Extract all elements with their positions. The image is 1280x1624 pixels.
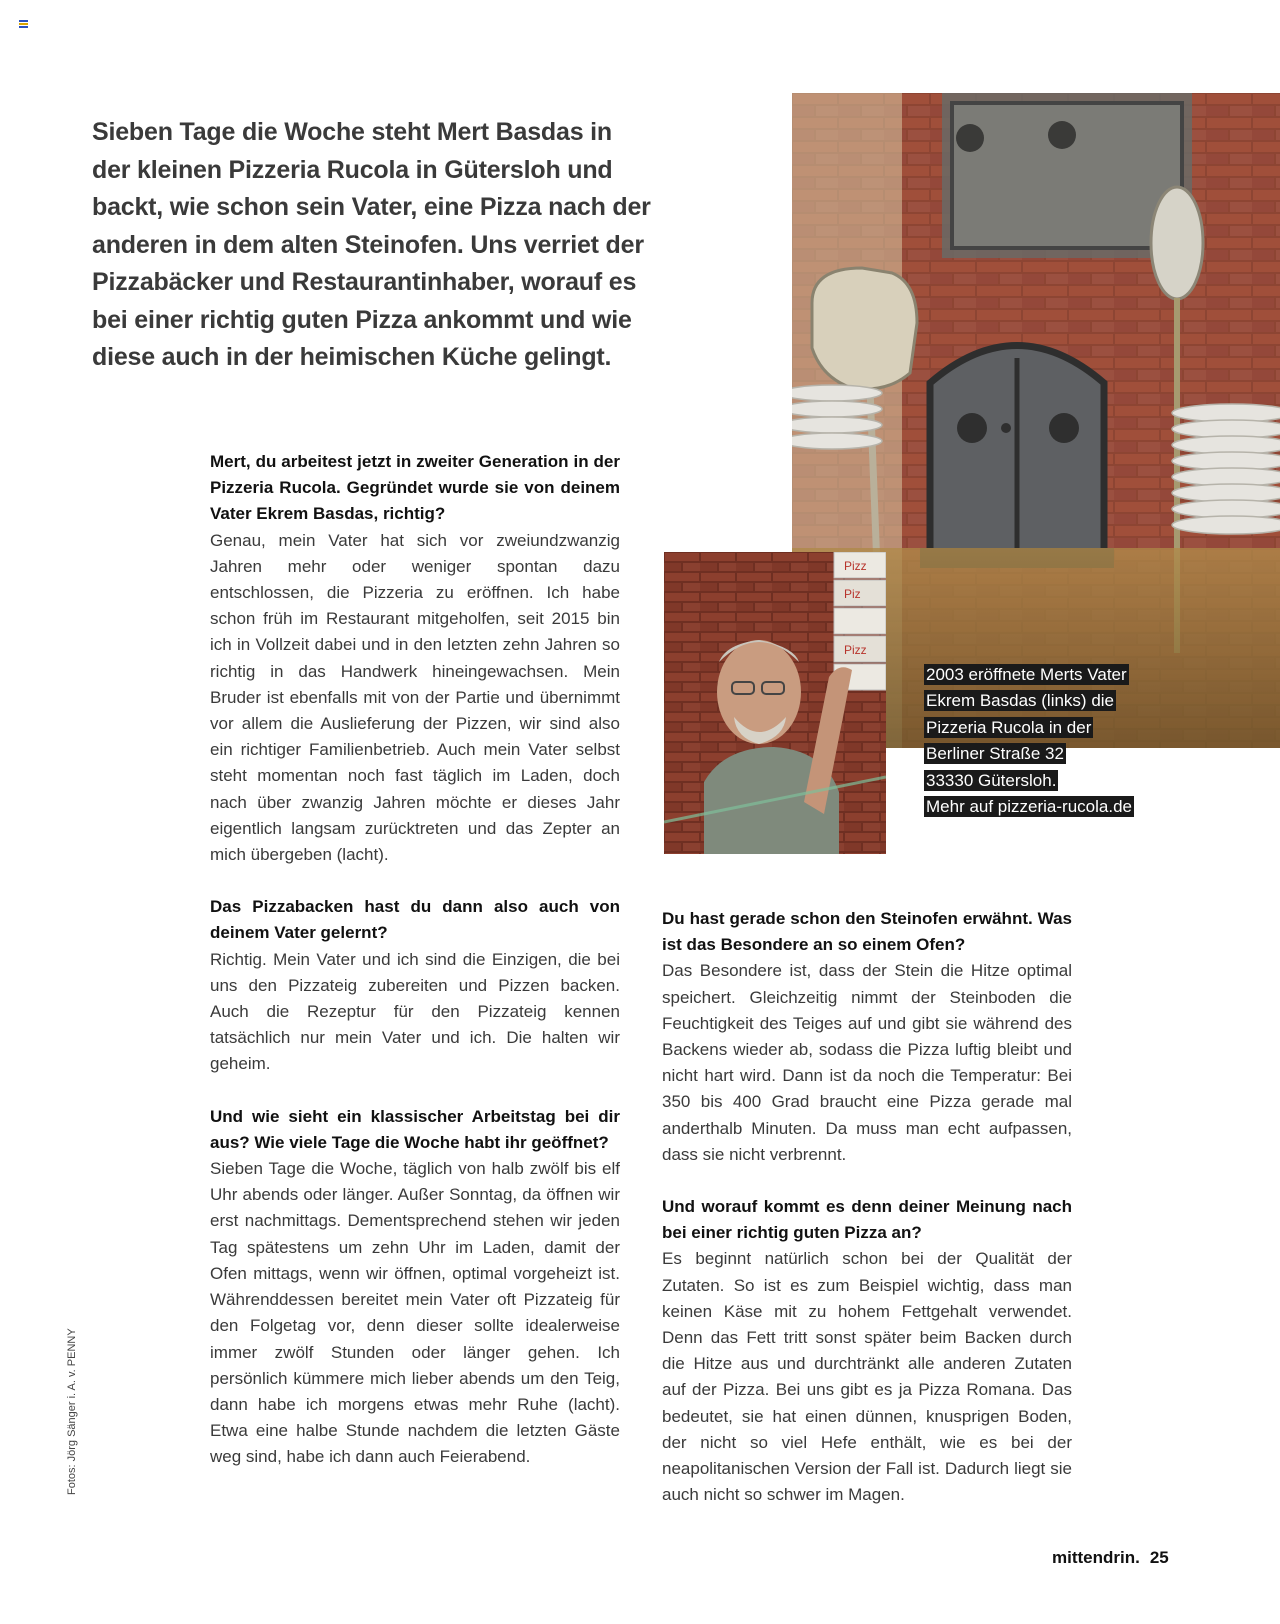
interview-answer: Richtig. Mein Vater und ich sind die Einzigen, die bei uns den Pizzateig zubereiten und Pizzen backen. Auch die Rezeptur für den Pizzateig kennen tatsächlich nur mein Vater und ich. Die halten wir geheim. bbox=[210, 949, 620, 1074]
interview-question: Mert, du arbeitest jetzt in zweiter Generation in der Pizzeria Rucola. Gegründet wurde sie von deinem Vater Ekrem Basdas, richtig? bbox=[210, 452, 620, 524]
interview-answer: Es beginnt natürlich schon bei der Qualität der Zutaten. So ist es zum Beispiel wichtig, dass man keinen Käse mit zu hohem Fettgehalt verwendet. Denn das Fett tritt sonst später beim Backen durch die Hitze aus und durchtränkt alle anderen Zutaten auf der Pizza. Bei uns gibt es ja Pizza Romana. Das bedeutet, sie hat einen dünnen, knusprigen Boden, der nicht so viel Hefe enthält, wie es bei der neapolitanischen Version der Fall ist. Dadurch liegt sie auch nicht so schwer im Magen. bbox=[662, 1249, 1072, 1505]
photo-caption bbox=[924, 662, 1174, 820]
magazine-name: mittendrin. bbox=[1052, 1548, 1140, 1567]
qa-block bbox=[210, 894, 620, 1077]
qa-block bbox=[210, 1104, 620, 1471]
qa-block bbox=[210, 449, 620, 868]
interview-answer: Sieben Tage die Woche, täglich von halb zwölf bis elf Uhr abends oder länger. Außer Sonntag, da öffnen wir erst nachmittags. Dementsprechend stehen wir jeden Tag spätestens um zehn Uhr im Laden, damit der Ofen mittags, wenn wir öffnen, optimal vorgeheizt ist. Währenddessen bereitet mein Vater oft Pizzateig für den Folgetag vor, denn dieser sollte idealerweise immer zwölf Stunden oder länger gehen. Ich persönlich kümmere mich lieber abends um den Teig, dann habe ich morgens etwas mehr Ruhe (lacht). Etwa eine halbe Stunde nachdem die letzten Gäste weg sind, habe ich dann auch Feierabend. bbox=[210, 1159, 620, 1467]
caption-line: 2003 eröffnete Merts Vater bbox=[926, 665, 1127, 684]
qa-block bbox=[662, 906, 1072, 1168]
interview-question: Du hast gerade schon den Steinofen erwähnt. Was ist das Besondere an so einem Ofen? bbox=[662, 909, 1072, 955]
page-number: 25 bbox=[1149, 1548, 1169, 1567]
interview-question: Das Pizzabacken hast du dann also auch von deinem Vater gelernt? bbox=[210, 897, 620, 943]
qa-block bbox=[662, 1194, 1072, 1508]
interview-question: Und worauf kommt es denn deiner Meinung nach bei einer richtig guten Pizza an? bbox=[662, 1197, 1072, 1243]
box-label-mid: Piz bbox=[844, 587, 861, 601]
interview-answer: Genau, mein Vater hat sich vor zweiundzwanzig Jahren mehr oder weniger spontan dazu entschlossen, die Pizzeria zu eröffnen. Ich habe schon früh im Restaurant mitgeholfen, seit 2015 bin ich in Vollzeit dabei und in den letzten zehn Jahren so richtig in das Handwerk hineingewachsen. Mein Bruder ist ebenfalls mit von der Partie und übernimmt vor allem die Auslieferung der Pizzen, wir sind also ein richtiger Familienbetrieb. Auch mein Vater selbst steht momentan noch fast täglich im Laden, doch nach über zwanzig Jahren möchte er dieses Jahr eigentlich langsam zurücktreten und das Zepter an mich übergeben (lacht). bbox=[210, 530, 620, 865]
intro-lead: Sieben Tage die Woche steht Mert Basdas in der kleinen Pizzeria Rucola in Gütersloh und backt, wie schon sein Vater, eine Pizza nach der anderen in dem alten Steinofen. Uns verriet der Pizzabäcker und Restaurantinhaber, worauf es bei einer richtig guten Pizza ankommt und wie diese auch in der heimischen Küche gelingt. bbox=[92, 118, 651, 371]
caption-line: Pizzeria Rucola in der bbox=[926, 717, 1092, 737]
page-footer bbox=[1052, 1548, 1169, 1568]
language-flag-icon[interactable] bbox=[19, 20, 28, 28]
caption-line: Ekrem Basdas (links) die bbox=[926, 691, 1115, 711]
person-photo bbox=[664, 552, 886, 854]
interview-question: Und wie sieht ein klassischer Arbeitstag bei dir aus? Wie viele Tage die Woche habt ihr geöffnet? bbox=[210, 1106, 620, 1152]
caption-line: Berliner Straße 32 bbox=[926, 744, 1064, 764]
person-illustration bbox=[664, 552, 886, 854]
box-label-low: Pizz bbox=[844, 643, 867, 657]
interview-column-left bbox=[210, 449, 620, 1497]
box-label-top: Pizz bbox=[844, 559, 867, 573]
interview-column-right bbox=[662, 906, 1072, 1534]
interview-answer: Das Besondere ist, dass der Stein die Hitze optimal speichert. Gleichzeitig nimmt der Steinboden die Feuchtigkeit des Teiges auf und gibt sie während des Backens wieder ab, sodass die Pizza luftig bleibt und nicht hart wird. Dann ist da noch die Temperatur: Bei 350 bis 400 Grad braucht eine Pizza gerade mal anderthalb Minuten. Da muss man echt aufpassen, dass sie nicht verbrennt. bbox=[662, 961, 1072, 1164]
caption-line: 33330 Gütersloh. bbox=[926, 770, 1057, 790]
caption-link[interactable]: Mehr auf pizzeria-rucola.de bbox=[926, 797, 1132, 817]
photo-credit: Fotos: Jörg Sänger i. A. v. PENNY bbox=[66, 1328, 78, 1495]
